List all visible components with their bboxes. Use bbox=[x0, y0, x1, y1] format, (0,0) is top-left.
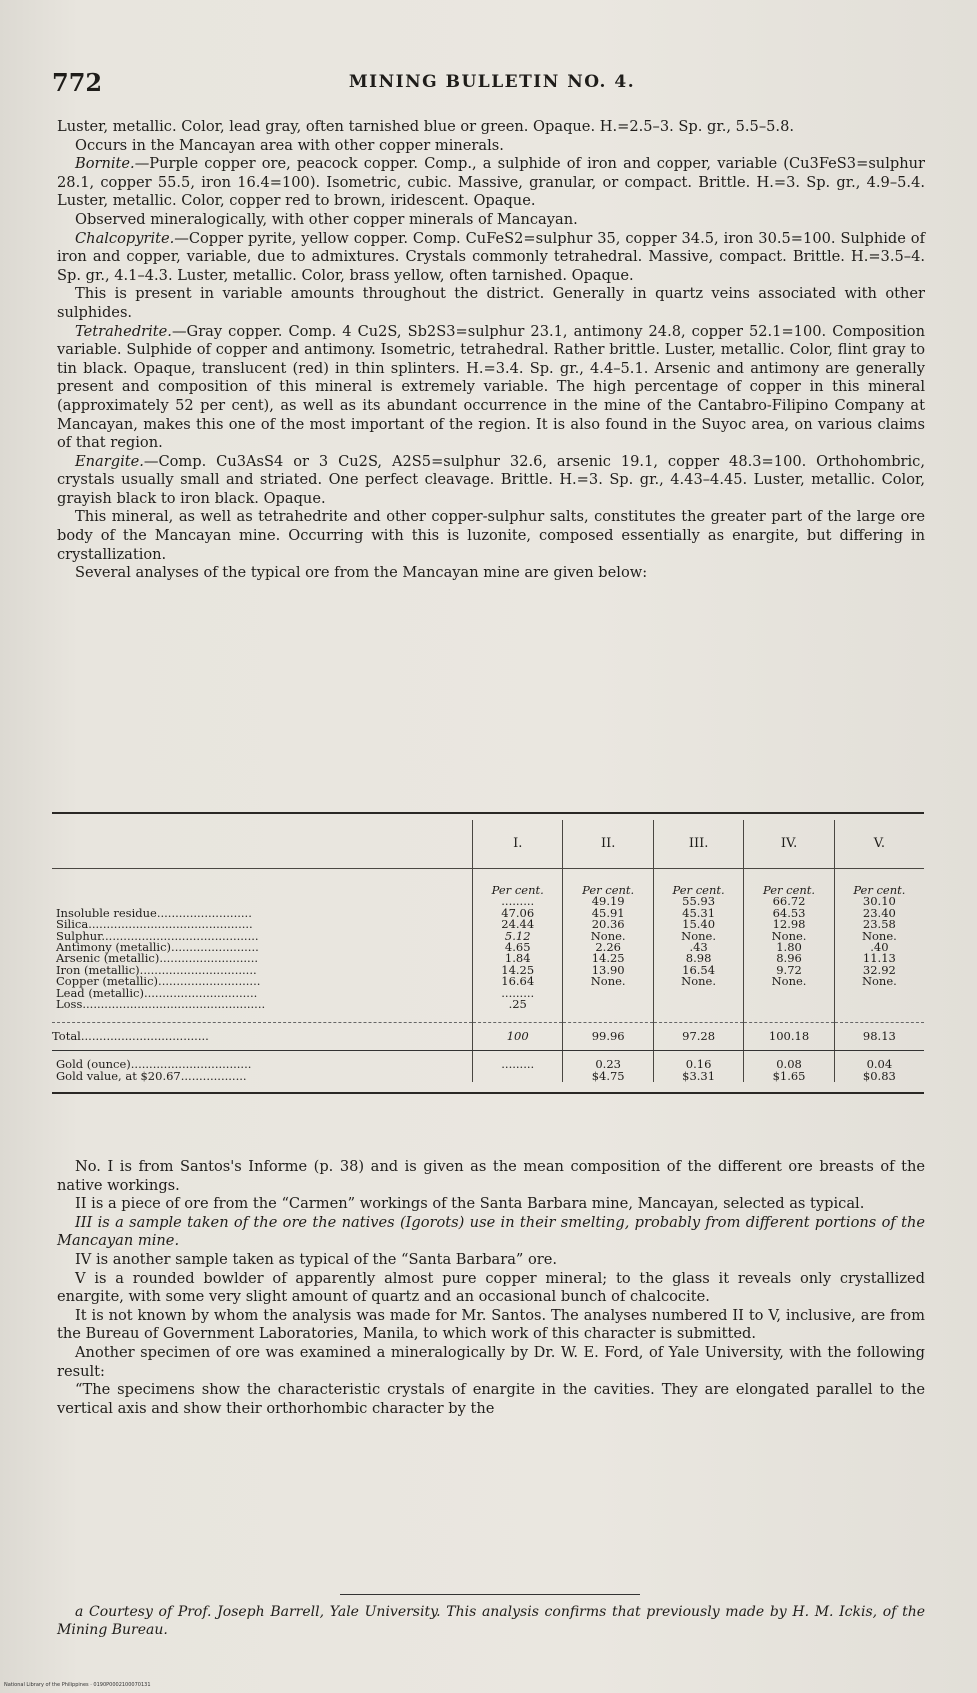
paragraph-enargite bbox=[57, 453, 925, 509]
mineral-description: —Gray copper. Comp. 4 Cu2S, Sb2S3=sulphur 23.1, antimony 24.8, copper 52.1=100. Composition variable. Sulphide of copper and antimony. Isometric, tetrahedral. Rather brittle. Luster, metallic. Color, flint gray to tin black. Opaque, translucent (red) in thin splinters. H.=3.4. Sp. gr., 4.4–5.1. Arsenic and antimony are generally present and composition of this mineral is extremely variable. The high percentage of copper in this mineral (approximately 52 per cent), as well as its abundant occurrence in the mine of the Cantabro-Filipino Company at Mancayan, makes this one of the most important of the region. It is also found in the Suyoc area, on various claims of that region. bbox=[57, 322, 925, 452]
mineral-description: —Purple copper ore, peacock copper. Comp., a sulphide of iron and copper, variable (Cu3FeS3=sulphur 28.1, copper 55.5, iron 16.4=100). Isometric, cubic. Massive, granular, or compact. Brittle. H.=3. Sp. gr., 4.9–5.4. Luster, metallic. Color, copper red to brown, iridescent. Opaque. bbox=[57, 155, 925, 210]
column-header: III. bbox=[653, 820, 743, 869]
paragraph: “The specimens show the characteristic crystals of enargite in the cavities. They are elongated parallel to the vertical axis and show their orthorhombic character by the bbox=[57, 1381, 925, 1417]
paragraph: Occurs in the Mancayan area with other copper minerals. bbox=[75, 136, 504, 154]
paragraph: Observed mineralogically, with other copper minerals of Mancayan. bbox=[75, 210, 578, 228]
column-values: Per cent. 49.19 45.91 20.36 None. 2.26 14.25 13.90 None. bbox=[563, 869, 653, 1023]
mineral-name: Tetrahedrite. bbox=[75, 322, 172, 340]
column-header: II. bbox=[563, 820, 653, 869]
paragraph: V is a rounded bowlder of apparently almost pure copper mineral; to the glass it reveals only crystallized enargite, with some very slight amount of quartz and an occasional bunch of chalcocite. bbox=[57, 1269, 925, 1306]
column-values: Per cent. ......... 47.06 24.44 5.12 4.65 1.84 14.25 16.64 ......... .25 bbox=[473, 869, 563, 1023]
column-header: V. bbox=[834, 820, 924, 869]
footnote-rule bbox=[340, 1594, 640, 1595]
table-header-row bbox=[52, 820, 924, 869]
mineral-description: —Comp. Cu3AsS4 or 3 Cu2S, A2S5=sulphur 32.6, arsenic 19.1, copper 48.3=100. Orthohombric, crystals usually small and striated. One perfect cleavage. Brittle. H.=3. Sp. gr., 4.43–4.45. Luster, metallic. Color, grayish black to iron black. Opaque. bbox=[57, 452, 925, 507]
paragraph: This mineral, as well as tetrahedrite and other copper-sulphur salts, constitutes the greater part of the large ore body of the Mancayan mine. Occurring with this is luzonite, composed essentially as enargite, but differing in crystallization. bbox=[57, 508, 925, 563]
library-stamp: National Library of the Philippines · 0190P0002100070131 bbox=[4, 1682, 151, 1688]
paragraph: II is a piece of ore from the “Carmen” workings of the Santa Barbara mine, Mancayan, selected as typical. bbox=[75, 1195, 865, 1213]
column-header: IV. bbox=[744, 820, 834, 869]
analyses-table bbox=[52, 812, 924, 1094]
column-header: I. bbox=[473, 820, 563, 869]
column-values: Per cent. 66.72 64.53 12.98 None. 1.80 8.96 9.72 None. bbox=[744, 869, 834, 1023]
mineral-name: Chalcopyrite. bbox=[75, 229, 175, 247]
page-number: 772 bbox=[52, 68, 103, 97]
total-row: Total................................... 100 99.96 97.28 100.18 98.13 bbox=[52, 1022, 924, 1050]
column-values: Per cent. 55.93 45.31 15.40 None. .43 8.98 16.54 None. bbox=[653, 869, 743, 1023]
paragraph: Another specimen of ore was examined a mineralogically by Dr. W. E. Ford, of Yale University, with the following result: bbox=[57, 1343, 925, 1380]
body-text bbox=[57, 118, 925, 583]
paragraph: No. I is from Santos's Informe (p. 38) and is given as the mean composition of the different ore breasts of the native workings. bbox=[57, 1158, 925, 1194]
paragraph: Several analyses of the typical ore from the Mancayan mine are given below: bbox=[75, 564, 648, 582]
paragraph: IV is another sample taken as typical of the “Santa Barbara” ore. bbox=[75, 1250, 558, 1268]
mineral-name: Enargite. bbox=[75, 452, 144, 470]
column-values: Per cent. 30.10 23.40 23.58 None. .40 11.13 32.92 None. bbox=[834, 869, 924, 1023]
mineral-description: —Copper pyrite, yellow copper. Comp. CuFeS2=sulphur 35, copper 34.5, iron 30.5=100. Sulphide of iron and copper, variable, due to admixtures. Crystals commonly tetrahedral. Massive, compact. Brittle. H.=3.5–4. Sp. gr., 4.1–4.3. Luster, metallic. Color, brass yellow, often tarnished. Opaque. bbox=[57, 229, 925, 284]
mineral-name: Bornite. bbox=[75, 155, 135, 173]
table-row: Insoluble residue.......................... Silica............................................. Sulphur........................................... Antimony (metallic)........................ Arsenic (metallic)........................... Iron (metallic)................................ Copper (metallic)............................ Lead (metallic)............................... Loss.................................................. Per cent. ......... 47.06 24.44 5.12 4.65 1.84 14.25 16.64 ......... .25 Per cent. 49.19 45.91 20.36 None. 2.26 14.25 13.90 None. Per cent. 55.93 45.31 15.40 None. .43 8.98 16.54 None. Per cent. 66.72 64.53 12.98 None. 1.80 8.96 9.72 None. Per cent. 30.10 23.40 23.58 None. .40 11.13 32.92 None. bbox=[52, 869, 924, 1023]
page-header bbox=[52, 68, 932, 98]
paragraph: It is not known by whom the analysis was made for Mr. Santos. The analyses numbered II to V, inclusive, are from the Bureau of Government Laboratories, Manila, to which work of this character is submitted. bbox=[57, 1306, 925, 1343]
paragraph: This is present in variable amounts throughout the district. Generally in quartz veins associated with other sulphides. bbox=[57, 285, 925, 321]
running-head: MINING BULLETIN NO. 4. bbox=[348, 72, 636, 92]
paragraph-chalcopyrite bbox=[57, 230, 925, 286]
paragraph-tetrahedrite bbox=[57, 323, 925, 453]
paragraph-bornite bbox=[57, 155, 925, 211]
paragraph: Luster, metallic. Color, lead gray, often tarnished blue or green. Opaque. H.=2.5–3. Sp. gr., 5.5–5.8. bbox=[57, 118, 794, 135]
analysis-notes bbox=[57, 1158, 925, 1418]
paragraph: III is a sample taken of the ore the natives (Igorots) use in their smelting, probably from different portions of the Mancayan mine. bbox=[57, 1213, 925, 1250]
gold-row: Gold (ounce)................................. Gold value, at $20.67.................. ......... 0.23 $4.75 0.16 $3.31 0.08 $1.65 0.04 $0.83 bbox=[52, 1051, 924, 1082]
footnote: a Courtesy of Prof. Joseph Barrell, Yale University. This analysis confirms that previously made by H. M. Ickis, of the Mining Bureau. bbox=[57, 1604, 925, 1638]
